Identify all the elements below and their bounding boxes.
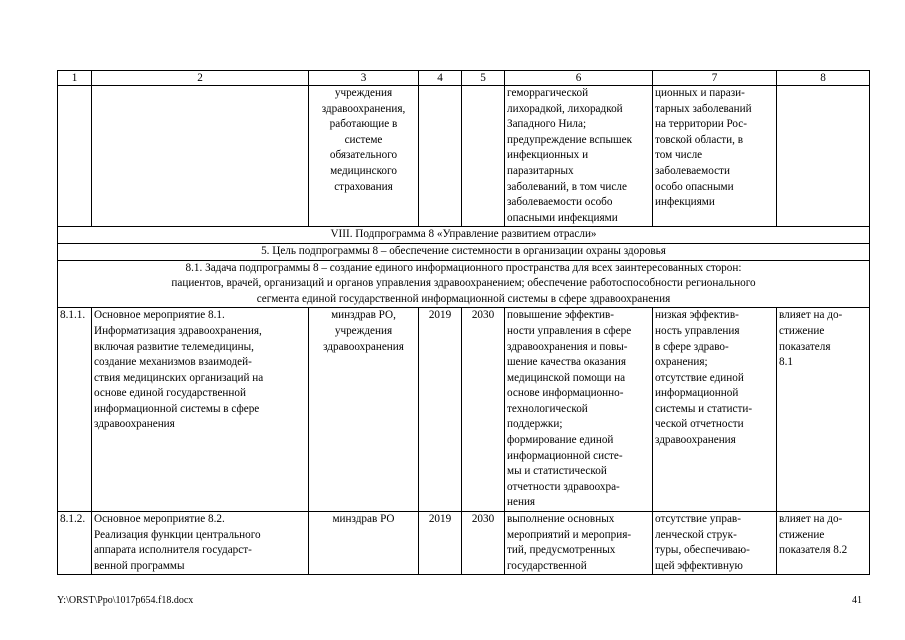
section-title: VIII. Подпрограмма 8 «Управление развитием отрасли» xyxy=(58,227,870,244)
header-cell: 8 xyxy=(777,71,870,86)
consequence-cell xyxy=(653,86,777,227)
text-line: тий, предусмотренных xyxy=(507,544,616,557)
text-line: показателя 8.2 xyxy=(779,544,848,557)
text-line: медицинской помощи на xyxy=(507,371,626,384)
consequence-cell xyxy=(653,512,777,575)
text-line: влияет на до- xyxy=(779,309,843,322)
text-line: основе единой государственной xyxy=(94,387,246,400)
text-line: государственной xyxy=(507,559,587,572)
text-line: Информатизация здравоохранения, xyxy=(94,324,262,337)
text-line: нения xyxy=(507,496,536,509)
text-line: влияет на до- xyxy=(779,513,843,526)
text-line: том числе xyxy=(655,149,703,162)
executor-cell xyxy=(309,308,419,512)
text-line: ленческой струк- xyxy=(655,528,737,541)
header-cell: 4 xyxy=(419,71,462,86)
cell xyxy=(419,86,462,227)
text-line: системе xyxy=(344,133,383,146)
text-line: 8.1. Задача подпрограммы 8 – создание единого информационного пространства для всех заинтересованных сторон: xyxy=(185,261,742,274)
cell xyxy=(462,86,505,227)
text-line: заболеваемости особо xyxy=(507,196,613,209)
text-line: отсутствие единой xyxy=(655,371,744,384)
text-line: учреждения xyxy=(334,324,393,337)
text-line: формирование единой xyxy=(507,434,614,447)
text-line: паразитарных xyxy=(507,164,574,177)
header-cell: 2 xyxy=(92,71,309,86)
page-number: 41 xyxy=(852,595,862,606)
section-title-row xyxy=(58,227,870,244)
text-line: обязательного xyxy=(329,149,398,162)
start-year: 2019 xyxy=(419,512,462,575)
measure-name xyxy=(92,308,309,512)
text-line: мероприятий и мероприя- xyxy=(507,528,632,541)
text-line: работающие в xyxy=(329,118,398,131)
text-line: основе информационно- xyxy=(507,387,624,400)
executor-cell xyxy=(309,86,419,227)
text-line: здравоохранения xyxy=(323,340,404,353)
text-line: туры, обеспечиваю- xyxy=(655,544,750,557)
text-line: шение качества оказания xyxy=(507,356,627,369)
text-line: заболеваемости xyxy=(655,164,730,177)
indicator-link xyxy=(777,512,870,575)
text-line: товской области, в xyxy=(655,133,744,146)
task-text xyxy=(58,260,870,308)
header-cell: 1 xyxy=(58,71,92,86)
file-path: Y:\ORST\Ppo\1017p654.f18.docx xyxy=(57,595,194,606)
text-line: информационной системы в сфере xyxy=(94,402,260,415)
text-line: медицинского xyxy=(330,164,397,177)
text-line: заболеваний, в том числе xyxy=(507,180,627,193)
text-line: предупреждение вспышек xyxy=(507,133,633,146)
text-line: информационной систе- xyxy=(507,449,623,462)
text-line: ционных и парази- xyxy=(655,87,745,99)
text-line: учреждения xyxy=(334,87,393,99)
header-cell: 6 xyxy=(505,71,653,86)
cell xyxy=(92,86,309,227)
text-line: Западного Нила; xyxy=(507,118,587,131)
text-line: Основное мероприятие 8.2. xyxy=(94,513,225,526)
row-number: 8.1.1. xyxy=(58,308,92,512)
text-line: стижение xyxy=(779,528,825,541)
end-year: 2030 xyxy=(462,512,505,575)
text-line: ность управления xyxy=(655,324,740,337)
text-line: информационной xyxy=(655,387,739,400)
indicator-link xyxy=(777,308,870,512)
text-line: низкая эффектив- xyxy=(655,309,739,322)
text-line: системы и статисти- xyxy=(655,402,753,415)
text-line: мы и статистической xyxy=(507,465,607,478)
text-line: опасными инфекциями xyxy=(507,211,618,224)
table-row xyxy=(58,512,870,575)
end-year: 2030 xyxy=(462,308,505,512)
text-line: здравоохранения и повы- xyxy=(507,340,628,353)
header-cell: 3 xyxy=(309,71,419,86)
text-line: инфекционных и xyxy=(507,149,589,162)
text-line: аппарата исполнителя государст- xyxy=(94,544,252,557)
text-line: здравоохранения, xyxy=(321,102,406,115)
text-line: на территории Рос- xyxy=(655,118,747,131)
measure-name xyxy=(92,512,309,575)
text-line: показателя xyxy=(779,340,831,353)
goal-text: 5. Цель подпрограммы 8 – обеспечение системности в организации охраны здоровья xyxy=(58,243,870,260)
text-line: минздрав РО, xyxy=(331,309,396,322)
text-line: здравоохранения xyxy=(94,418,175,431)
result-cell xyxy=(505,86,653,227)
text-line: сегмента единой государственной информационной системы в сфере здравоохранения xyxy=(256,292,671,305)
header-cell: 5 xyxy=(462,71,505,86)
cell xyxy=(58,86,92,227)
table-row xyxy=(58,308,870,512)
text-line: включая развитие телемедицины, xyxy=(94,340,254,353)
text-line: поддержки; xyxy=(507,418,563,431)
text-line: создание механизмов взаимодей- xyxy=(94,356,252,369)
text-line: минздрав РО xyxy=(332,513,395,526)
text-line: в сфере здраво- xyxy=(655,340,729,353)
text-line: отсутствие управ- xyxy=(655,513,741,526)
text-line: ности управления в сфере xyxy=(507,324,632,337)
text-line: щей эффективную xyxy=(655,559,743,572)
text-line: страхования xyxy=(334,180,393,193)
text-line: венной программы xyxy=(94,559,185,572)
text-line: здравоохранения xyxy=(655,434,736,447)
goal-row xyxy=(58,243,870,260)
text-line: повышение эффектив- xyxy=(507,309,615,322)
text-line: геморрагической xyxy=(507,87,589,99)
text-line: охранения; xyxy=(655,356,708,369)
result-cell xyxy=(505,512,653,575)
text-line: технологической xyxy=(507,402,588,415)
task-row xyxy=(58,260,870,308)
text-line: отчетности здравоохра- xyxy=(507,480,620,493)
cell xyxy=(777,86,870,227)
text-line: тарных заболеваний xyxy=(655,102,752,115)
text-line: Основное мероприятие 8.1. xyxy=(94,309,225,322)
row-number: 8.1.2. xyxy=(58,512,92,575)
start-year: 2019 xyxy=(419,308,462,512)
result-cell xyxy=(505,308,653,512)
text-line: выполнение основных xyxy=(507,513,615,526)
executor-cell xyxy=(309,512,419,575)
text-line: инфекциями xyxy=(655,196,715,209)
consequence-cell xyxy=(653,308,777,512)
text-line: стижение xyxy=(779,324,825,337)
continuation-row xyxy=(58,86,870,227)
text-line: 8.1 xyxy=(779,356,793,369)
text-line: особо опасными xyxy=(655,180,734,193)
column-number-row xyxy=(58,71,870,86)
text-line: ствия медицинских организаций на xyxy=(94,371,264,384)
text-line: ческой отчетности xyxy=(655,418,744,431)
text-line: Реализация функции центрального xyxy=(94,528,261,541)
program-table xyxy=(57,70,870,575)
text-line: пациентов, врачей, организаций и органов управления здравоохранением; обеспечение работоспособности регионального xyxy=(171,277,756,290)
header-cell: 7 xyxy=(653,71,777,86)
text-line: лихорадкой, лихорадкой xyxy=(507,102,623,115)
